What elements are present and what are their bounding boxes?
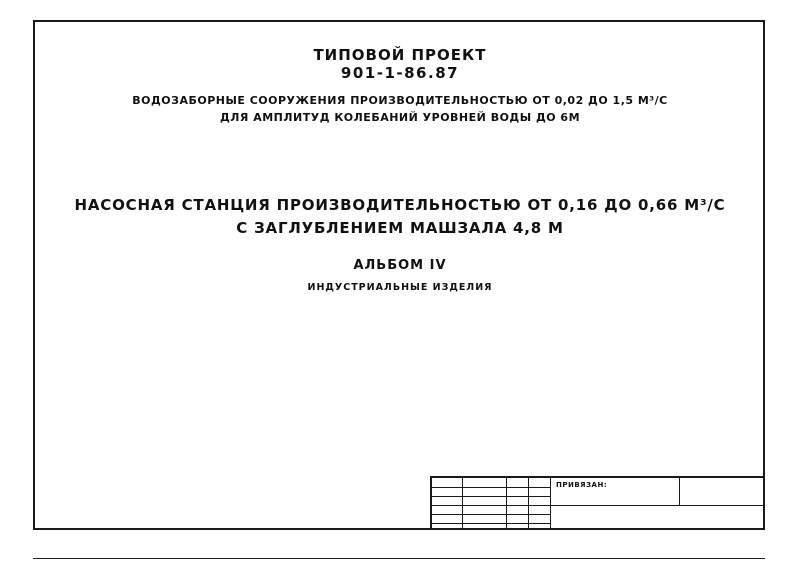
stamp-row-line xyxy=(432,505,550,506)
stamp-divider xyxy=(550,478,551,530)
title-block-stamp xyxy=(430,476,765,530)
stamp-row-line xyxy=(550,505,765,506)
stamp-row-line xyxy=(432,487,550,488)
project-label: ТИПОВОЙ ПРОЕКТ xyxy=(313,46,487,64)
subtitle-line-2: ДЛЯ АМПЛИТУД КОЛЕБАНИЙ УРОВНЕЙ ВОДЫ ДО 6М xyxy=(219,111,581,124)
subtitle-line-1: ВОДОЗАБОРНЫЕ СООРУЖЕНИЯ ПРОИЗВОДИТЕЛЬНОСТЬЮ ОТ 0,02 ДО 1,5 М³/С xyxy=(132,94,668,107)
album-label: АЛЬБОМ IV xyxy=(353,258,447,273)
stamp-row-line xyxy=(432,514,550,515)
project-number: 901-1-86.87 xyxy=(340,64,460,82)
station-title: НАСОСНАЯ СТАНЦИЯ ПРОИЗВОДИТЕЛЬНОСТЬЮ ОТ 0,16 ДО 0,66 М³/С xyxy=(74,196,726,214)
products-label: ИНДУСТРИАЛЬНЫЕ ИЗДЕЛИЯ xyxy=(307,282,493,293)
bottom-rule xyxy=(33,558,765,559)
stamp-row-line xyxy=(432,523,550,524)
stamp-row-line xyxy=(432,496,550,497)
depth-title: С ЗАГЛУБЛЕНИЕМ МАШЗАЛА 4,8 М xyxy=(236,219,564,237)
approved-label: ПРИВЯЗАН: xyxy=(556,481,608,489)
stamp-divider xyxy=(679,478,680,505)
